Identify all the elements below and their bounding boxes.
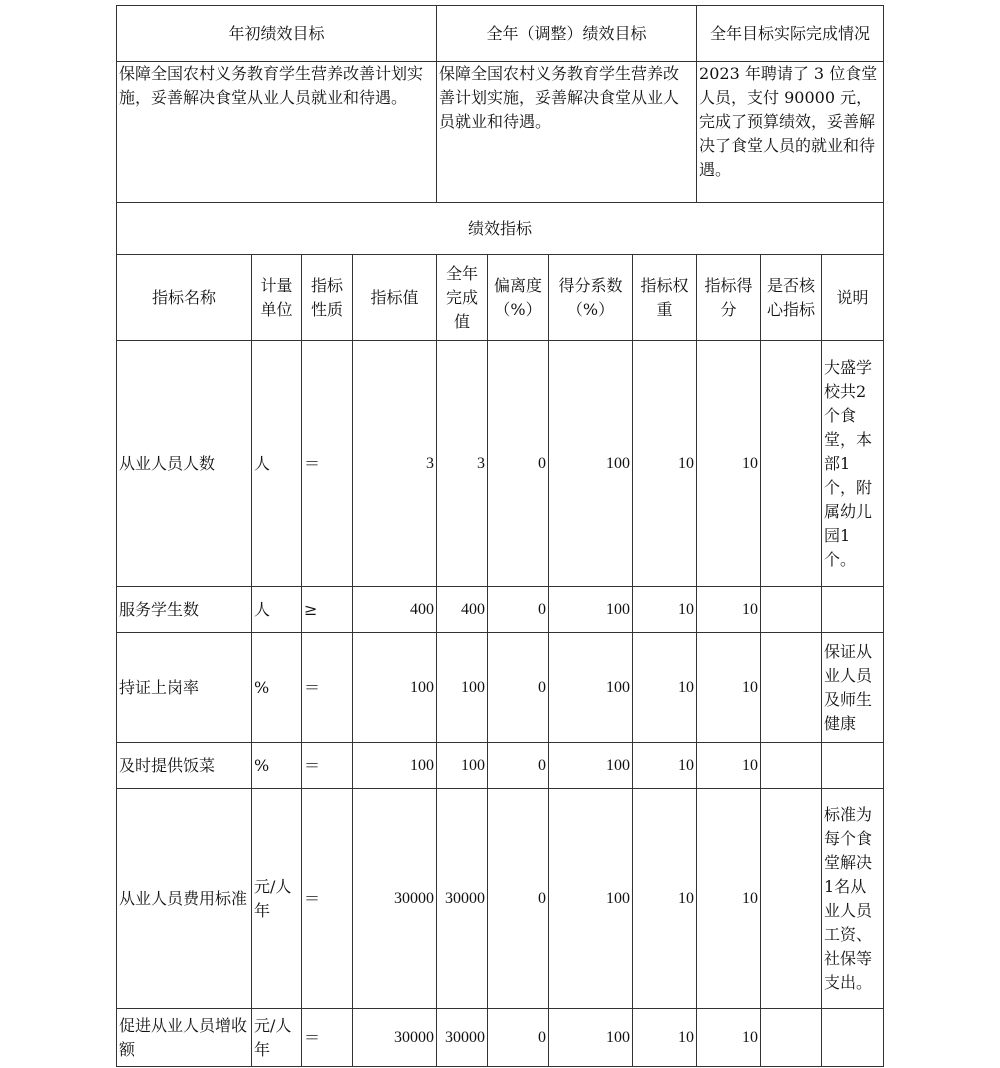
indicator-weight: 10 (633, 633, 697, 743)
adjusted-goal-header: 全年（调整）绩效目标 (437, 6, 697, 62)
indicator-core (761, 1009, 822, 1067)
indicator-deviation: 0 (488, 341, 549, 587)
indicator-score: 10 (697, 587, 761, 633)
indicator-score: 10 (697, 1009, 761, 1067)
actual-completion-text: 2023 年聘请了 3 位食堂人员，支付 90000 元，完成了预算绩效，妥善解决了食堂人员的就业和待遇。 (697, 62, 884, 203)
indicator-unit: 元/人年 (252, 789, 302, 1009)
indicator-name: 从业人员费用标准 (117, 789, 252, 1009)
col-header-score: 指标得分 (697, 255, 761, 341)
indicator-score: 10 (697, 633, 761, 743)
col-header-unit: 计量单位 (252, 255, 302, 341)
indicator-score: 10 (697, 743, 761, 789)
indicator-weight: 10 (633, 743, 697, 789)
indicator-nature: ＝ (302, 789, 353, 1009)
indicator-unit: % (252, 743, 302, 789)
indicator-target: 30000 (353, 789, 437, 1009)
indicator-deviation: 0 (488, 587, 549, 633)
indicator-core (761, 789, 822, 1009)
indicator-nature: ＝ (302, 633, 353, 743)
indicator-weight: 10 (633, 789, 697, 1009)
indicator-deviation: 0 (488, 633, 549, 743)
indicator-target: 30000 (353, 1009, 437, 1067)
table-row (117, 341, 884, 587)
indicator-actual: 3 (437, 341, 488, 587)
indicator-core (761, 743, 822, 789)
indicator-name: 从业人员人数 (117, 341, 252, 587)
indicator-weight: 10 (633, 587, 697, 633)
indicator-nature: ≥ (302, 587, 353, 633)
initial-goal-text: 保障全国农村义务教育学生营养改善计划实施，妥善解决食堂从业人员就业和待遇。 (117, 62, 437, 203)
table-row (117, 743, 884, 789)
section-title-row (117, 203, 884, 255)
indicator-target: 3 (353, 341, 437, 587)
col-header-actual: 全年完成值 (437, 255, 488, 341)
col-header-nature: 指标性质 (302, 255, 353, 341)
col-header-weight: 指标权重 (633, 255, 697, 341)
goal-header-row (117, 6, 884, 62)
indicator-nature: ＝ (302, 341, 353, 587)
indicator-unit: % (252, 633, 302, 743)
indicator-actual: 100 (437, 743, 488, 789)
indicator-weight: 10 (633, 341, 697, 587)
indicator-score: 10 (697, 789, 761, 1009)
adjusted-goal-text: 保障全国农村义务教育学生营养改善计划实施，妥善解决食堂从业人员就业和待遇。 (437, 62, 697, 203)
actual-completion-header: 全年目标实际完成情况 (697, 6, 884, 62)
column-header-row (117, 255, 884, 341)
indicator-coef: 100 (549, 633, 633, 743)
table-row (117, 789, 884, 1009)
indicator-weight: 10 (633, 1009, 697, 1067)
col-header-coef: 得分系数（%） (549, 255, 633, 341)
col-header-target: 指标值 (353, 255, 437, 341)
indicator-nature: ＝ (302, 743, 353, 789)
indicator-note (822, 587, 884, 633)
goal-text-row (117, 62, 884, 203)
indicator-unit: 人 (252, 341, 302, 587)
col-header-note: 说明 (822, 255, 884, 341)
performance-table (116, 5, 884, 1067)
col-header-deviation: 偏离度（%） (488, 255, 549, 341)
indicator-coef: 100 (549, 743, 633, 789)
indicator-coef: 100 (549, 1009, 633, 1067)
indicator-actual: 100 (437, 633, 488, 743)
indicator-coef: 100 (549, 341, 633, 587)
indicator-actual: 30000 (437, 1009, 488, 1067)
table-row (117, 633, 884, 743)
indicator-target: 100 (353, 743, 437, 789)
col-header-name: 指标名称 (117, 255, 252, 341)
indicator-name: 服务学生数 (117, 587, 252, 633)
indicator-name: 促进从业人员增收额 (117, 1009, 252, 1067)
indicator-coef: 100 (549, 587, 633, 633)
indicator-core (761, 341, 822, 587)
indicator-actual: 400 (437, 587, 488, 633)
indicator-note (822, 1009, 884, 1067)
indicator-unit: 元/人年 (252, 1009, 302, 1067)
indicator-rows (117, 341, 884, 1067)
col-header-core: 是否核心指标 (761, 255, 822, 341)
indicator-note: 大盛学校共2个食堂，本部1个，附属幼儿园1个。 (822, 341, 884, 587)
indicator-target: 400 (353, 587, 437, 633)
indicator-target: 100 (353, 633, 437, 743)
indicator-note (822, 743, 884, 789)
indicator-deviation: 0 (488, 789, 549, 1009)
indicator-score: 10 (697, 341, 761, 587)
indicator-name: 及时提供饭菜 (117, 743, 252, 789)
initial-goal-header: 年初绩效目标 (117, 6, 437, 62)
indicator-core (761, 633, 822, 743)
indicator-coef: 100 (549, 789, 633, 1009)
section-title: 绩效指标 (117, 203, 884, 255)
indicator-deviation: 0 (488, 743, 549, 789)
indicator-actual: 30000 (437, 789, 488, 1009)
indicator-deviation: 0 (488, 1009, 549, 1067)
table-row (117, 1009, 884, 1067)
indicator-note: 标准为每个食堂解决1名从业人员工资、社保等支出。 (822, 789, 884, 1009)
indicator-note: 保证从业人员及师生健康 (822, 633, 884, 743)
table-row (117, 587, 884, 633)
indicator-name: 持证上岗率 (117, 633, 252, 743)
indicator-core (761, 587, 822, 633)
indicator-nature: ＝ (302, 1009, 353, 1067)
indicator-unit: 人 (252, 587, 302, 633)
